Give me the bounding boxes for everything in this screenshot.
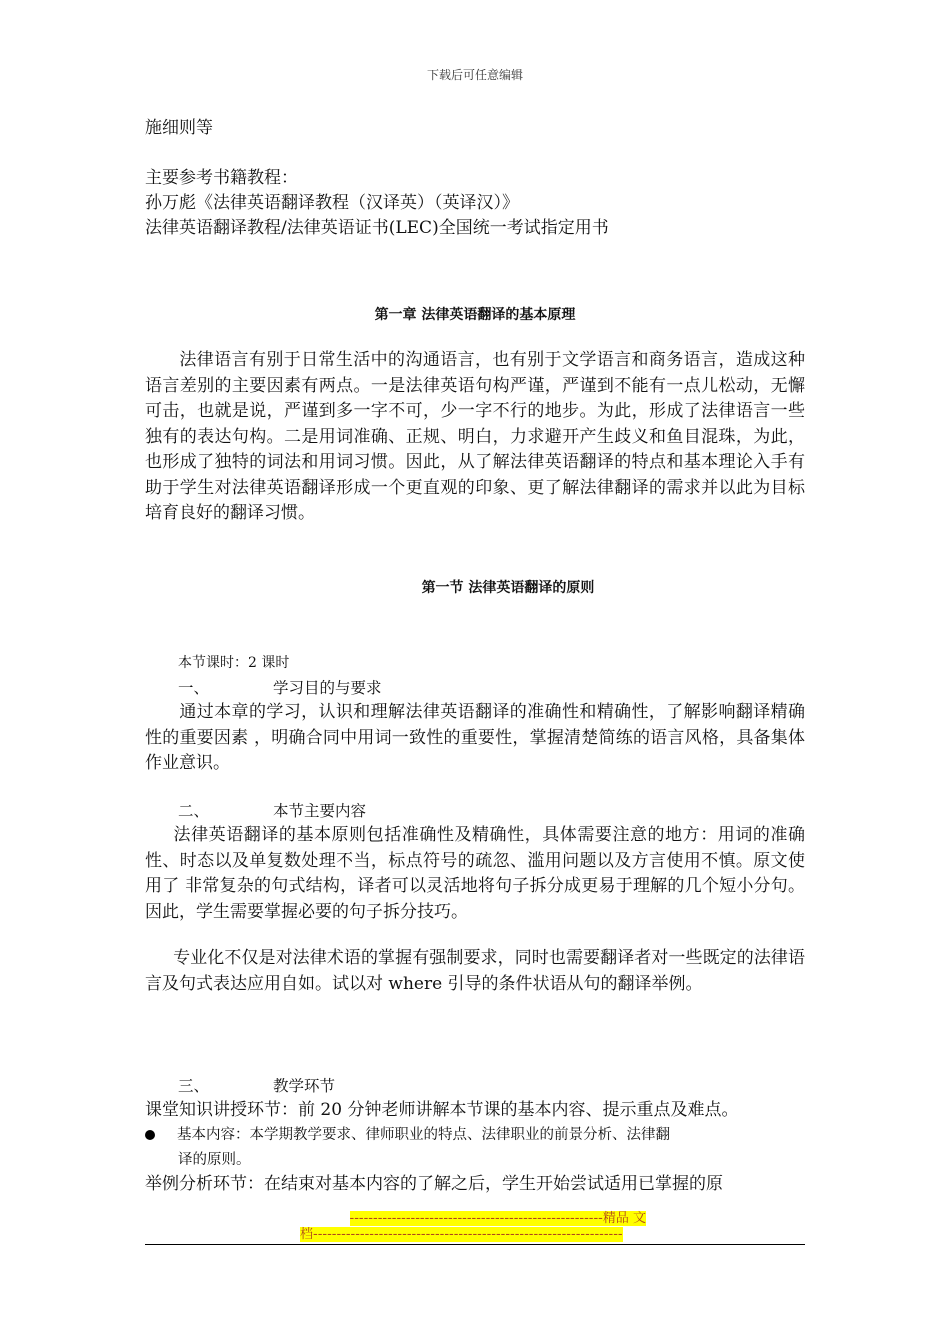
item-1-number: 一、 [178,679,210,697]
item-2-label: 本节主要内容 [273,802,367,820]
reference-book-1: 孙万彪《法律英语翻译教程（汉译英）（英译汉）》 [145,193,519,213]
footer-line-1: ------------------------------------------------------精品 文 [349,1211,646,1226]
content-paragraph-1-text: 法律英语翻译的基本原则包括准确性及精确性，具体需要注意的地方：用词的准确性、时态以及单复数处理不当，标点符号的疏忽、滥用问题以及方言使用不慎。原文使用了 非常复杂的句式结构，译者可以灵活地将句子拆分成更易于理解的几个短小分句。因此，学生需要掌握必要的句子拆分技巧。 [145,825,805,922]
content-paragraph-2-text: 专业化不仅是对法律术语的掌握有强制要求，同时也需要翻译者对一些既定的法律语言及句式表达应用自如。试以对 where 引导的条件状语从句的翻译举例。 [145,948,805,994]
reference-book-2: 法律英语翻译教程/法律英语证书(LEC)全国统一考试指定用书 [145,218,609,238]
bullet-line-2: 译的原则。 [178,1152,251,1168]
intro-paragraph-text: 法律语言有别于日常生活中的沟通语言，也有别于文学语言和商务语言，造成这种语言差别的主要因素有两点。一是法律英语句构严谨，严谨到不能有一点儿松动，无懈可击，也就是说，严谨到多一字不可，少一字不行的地步。为此，形成了法律语言一些独有的表达句构。二是用词准确、正规、明白，力求避开产生歧义和鱼目混珠，为此，也形成了独特的词法和用词习惯。因此，从了解法律英语翻译的特点和基本理论入手有助于学生对法律英语翻译形成一个更直观的印象、更了解法律翻译的需求并以此为目标培育良好的翻译习惯。 [145,350,805,523]
bullet-item [145,1124,670,1147]
item-1-heading [178,676,382,698]
goal-paragraph [145,700,805,777]
example-line: 举例分析环节：在结束对基本内容的了解之后，学生开始尝试适用已掌握的原 [145,1174,723,1194]
footer-divider [145,1244,805,1245]
bullet-dot-icon [145,1130,155,1140]
page-header: 下载后可任意编辑 [426,68,523,82]
item-2-number: 二、 [178,802,210,820]
references-label: 主要参考书籍教程： [145,168,298,188]
item-2-heading [178,799,366,821]
class-hours: 本节课时：2 课时 [178,655,290,671]
footer-line-2: 档------------------------------------------------------------------ [300,1227,623,1242]
content-paragraph-1 [145,823,805,925]
item-3-heading [178,1074,335,1096]
content-paragraph-2 [145,946,805,997]
goal-paragraph-text: 通过本章的学习，认识和理解法律英语翻译的准确性和精确性，了解影响翻译精确性的重要因素 ，明确合同中用词一致性的重要性，掌握清楚简练的语言风格，具备集体作业意识。 [145,702,805,773]
section-title: 第一节 法律英语翻译的原则 [421,580,595,596]
top-line: 施细则等 [145,118,213,138]
chapter-title: 第一章 法律英语翻译的基本原理 [374,307,576,323]
item-1-label: 学习目的与要求 [273,679,382,697]
teaching-line: 课堂知识讲授环节：前 20 分钟老师讲解本节课的基本内容、提示重点及难点。 [145,1100,739,1120]
bullet-line-1: 基本内容：本学期教学要求、律师职业的特点、法律职业的前景分析、法律翻 [177,1127,670,1143]
intro-paragraph [145,348,805,527]
item-3-label: 教学环节 [273,1077,336,1095]
item-3-number: 三、 [178,1077,210,1095]
footer-mark [300,1211,646,1243]
